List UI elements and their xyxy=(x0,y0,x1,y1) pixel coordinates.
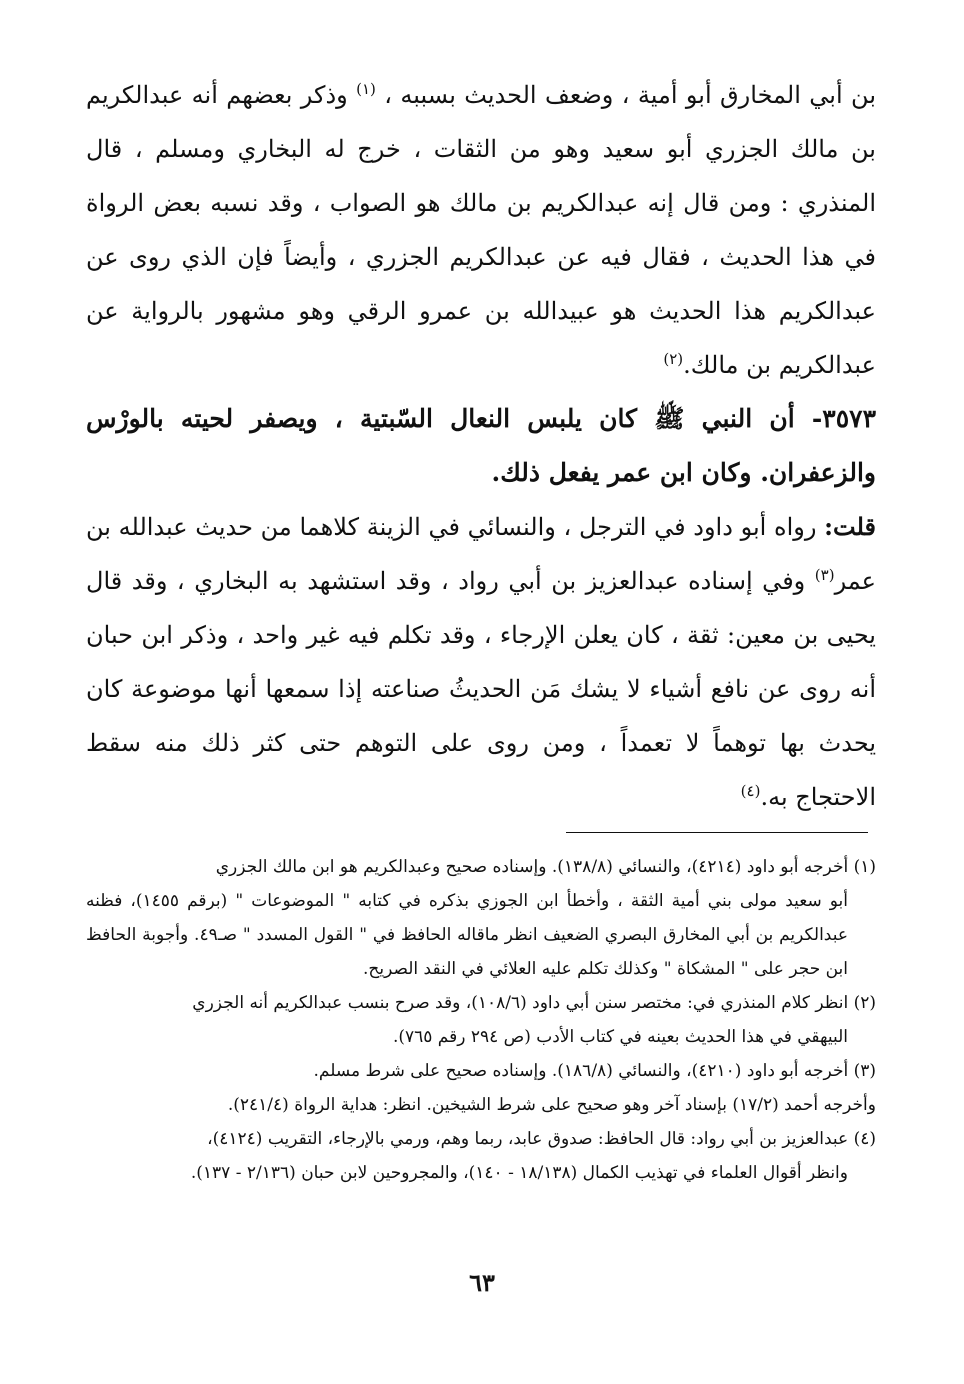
footnote-3-extra: وأخرجه أحمد (١٧/٢) بإسناد آخر وهو صحيح على شرط الشيخين. انظر: هداية الرواة (٢٤١/٤). xyxy=(227,1095,876,1115)
footnote-2: (٢) انظر كلام المنذري في: مختصر سنن أبي داود (١٠٨/٦)، وقد صرح بنسب عبدالكريم أنه الجزري xyxy=(192,993,876,1013)
footnote-4: (٤) عبدالعزيز بن أبي رواد: قال الحافظ: صدوق عابد، ربما وهم، ورمي بالإرجاء، التقريب (٤١٢٤)، xyxy=(207,1129,876,1149)
footnote-ref-4[interactable]: (٤) xyxy=(740,782,761,800)
paragraph-text: رواه أبو داود في الترجل ، والنسائي في الزينة كلاهما من حديث عبدالله بن عمر xyxy=(86,513,876,595)
hadith-3573: ٣٥٧٣- أن النبي ﷺ كان يلبس النعال السّبتية ، ويصفر لحيته بالورْس والزعفران. وكان ابن عمر يفعل ذلك. xyxy=(86,404,876,487)
footnotes xyxy=(86,850,876,1190)
footnote-2-continued: البيهقي في هذا الحديث بعينه في كتاب الأدب (ص ٢٩٤ رقم ٧٦٥). xyxy=(392,1027,848,1047)
footnote-ref-3[interactable]: (٣) xyxy=(814,566,835,584)
paragraph-commentary-1 xyxy=(86,68,876,392)
footnote-separator xyxy=(566,832,868,833)
footnote-ref-2[interactable]: (٢) xyxy=(663,350,684,368)
qult-label: قلت: xyxy=(824,512,876,541)
paragraph-text: بن أبي المخارق أبو أمية ، وضعف الحديث بسببه ، xyxy=(375,81,876,109)
paragraph-text: وفي إسناده عبدالعزيز بن أبي رواد ، وقد استشهد به البخاري ، وقد قال يحيى بن معين: ثقة ، كان يعلن الإرجاء ، وقد تكلم فيه غير واحد ، وذكر ابن حبان أنه روى عن نافع أشياء لا يشك مَن الحديثُ صناعته إذا سمعها أنها موضوعة كان يحدث بها توهماً لا تعمداً ، ومن روى على التوهم حتى كثر ذلك منه سقط الاحتجاج به. xyxy=(86,567,876,811)
page-number: ٦٣ xyxy=(469,1268,495,1297)
footnote-4-continued: وانظر أقوال العلماء في تهذيب الكمال (١٨/١٣٨ - ١٤٠)، والمجروحين لابن حبان (٢/١٣٦ - ١٣٧). xyxy=(190,1163,848,1183)
footnote-3: (٣) أخرجه أبو داود (٤٢١٠)، والنسائي (١٨٦/٨). وإسناده صحيح على شرط مسلم. xyxy=(313,1061,876,1081)
footnote-1: (١) أخرجه أبو داود (٤٢١٤)، والنسائي (١٣٨/٨). وإسناده صحيح وعبدالكريم هو ابن مالك الجزري xyxy=(215,857,876,877)
main-text xyxy=(86,68,876,824)
footnote-ref-1[interactable]: (١) xyxy=(356,80,376,98)
paragraph-text: وذكر بعضهم أنه عبدالكريم بن مالك الجزري أبو سعيد وهو من الثقات ، خرج له البخاري ومسلم ، قال المنذري : ومن قال إنه عبدالكريم بن مالك هو الصواب ، وقد نسبه بعض الرواة في هذا الحديث ، فقال فيه عن عبدالكريم الجزري ، وأيضاً فإن الذي روى عن عبدالكريم هذا الحديث هو عبيدالله بن عمرو الرقي وهو مشهور بالرواية عن عبدالكريم بن مالك. xyxy=(86,81,876,379)
paragraph-commentary-2 xyxy=(86,500,876,824)
footnote-1-continued: أبو سعيد مولى بني أمية الثقة ، وأخطأ ابن الجوزي بذكره في كتابه " الموضوعات " (برقم ١٤٥٥)، فظنه عبدالكريم بن أبي المخارق البصري الضعيف انظر ماقاله الحافظ في " القول المسدد " صـ٤٩. وأجوبة الحافظ ابن حجر على " المشكاة " وكذلك تكلم عليه العلائي في النقد الصريح. xyxy=(86,891,849,979)
